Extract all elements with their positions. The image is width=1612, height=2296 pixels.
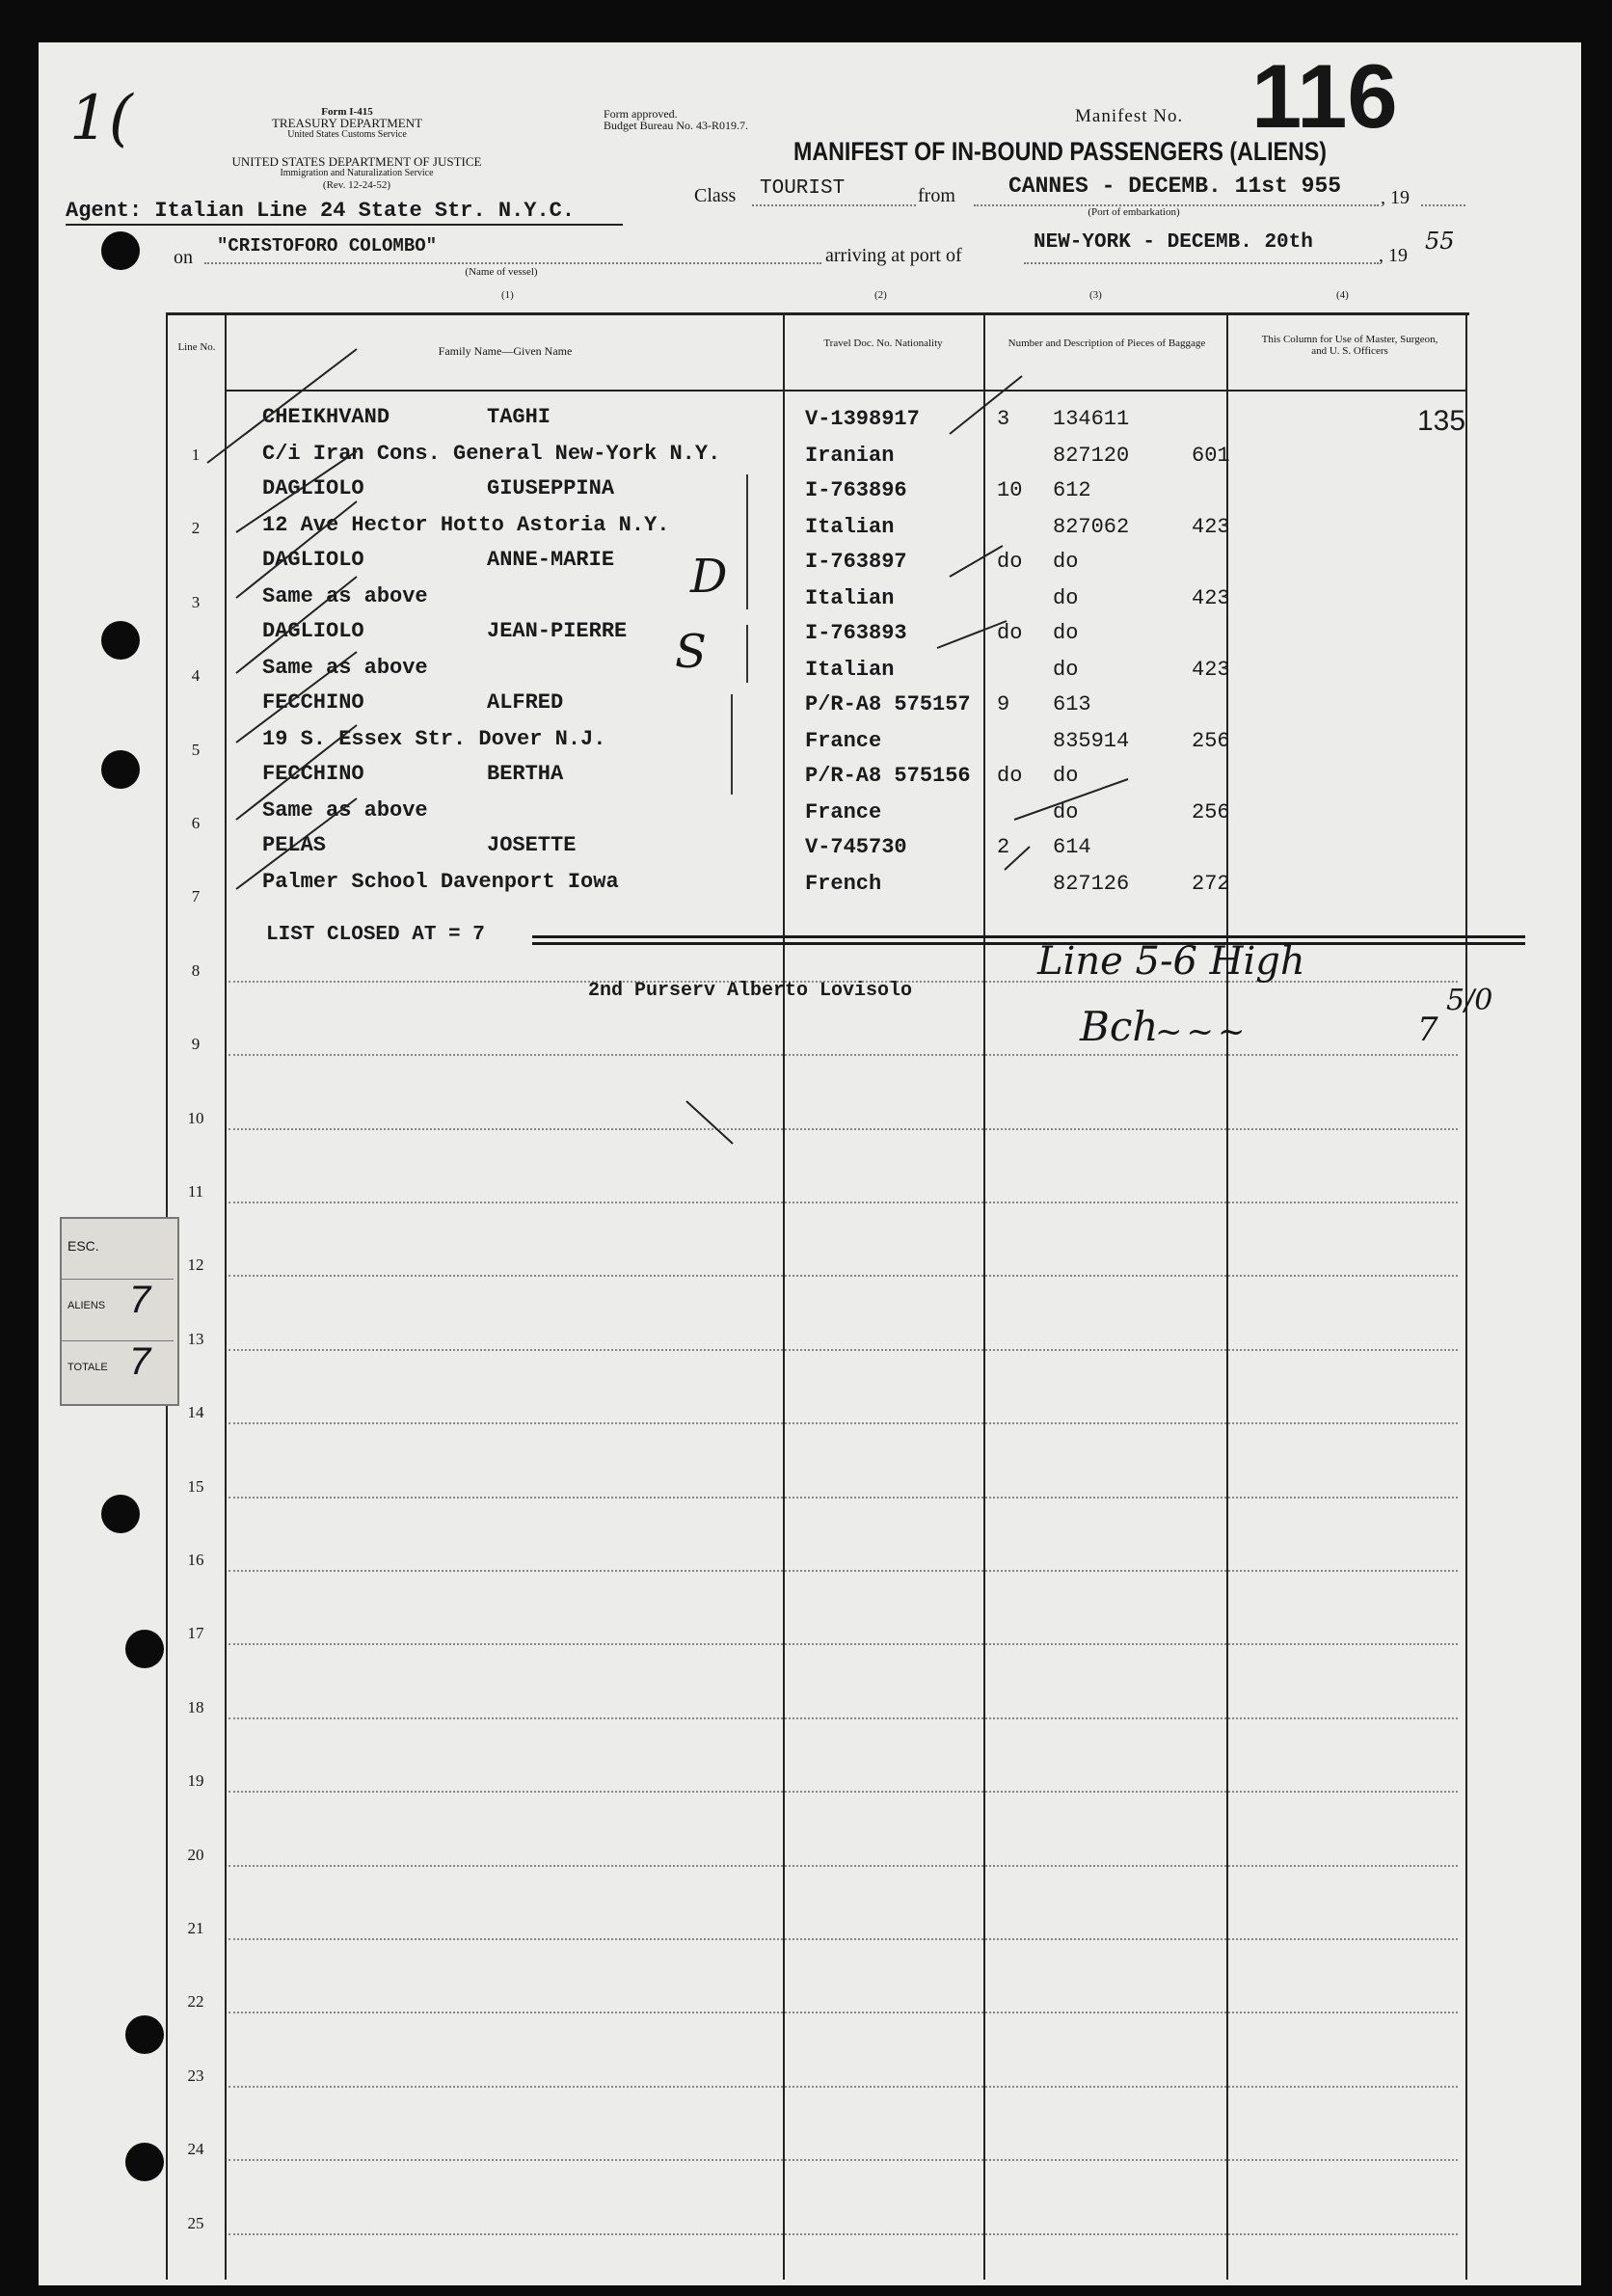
line-number: 5 <box>191 740 201 759</box>
baggage-number: 134611 <box>1053 407 1130 431</box>
baggage-header: Number and Description of Pieces of Baggage <box>1008 338 1206 349</box>
line-number: 19 <box>187 1771 204 1791</box>
line-number: 25 <box>187 2213 204 2232</box>
baggage-number: do <box>1053 586 1079 610</box>
baggage-number: 835914 <box>1053 729 1130 753</box>
line-number: 7 <box>191 887 201 906</box>
travel-doc-number: I-763896 <box>805 478 907 502</box>
line-number: 12 <box>187 1256 204 1275</box>
baggage-code: 423 <box>1192 658 1230 682</box>
stamp-value: 7 <box>129 1340 151 1383</box>
baggage-pieces: 2 <box>997 835 1010 859</box>
handwritten-initial: S <box>675 625 707 679</box>
baggage-pieces: do <box>997 550 1023 574</box>
nationality: Italian <box>805 658 895 682</box>
given-name: GIUSEPPINA <box>487 476 615 500</box>
officers-header: This Column for Use of Master, Surgeon, and U. S. Officers <box>1261 334 1438 357</box>
baggage-number: 827126 <box>1053 872 1130 896</box>
column-number: (1) <box>501 289 514 301</box>
tick-stroke <box>950 376 1022 434</box>
baggage-code: 256 <box>1192 729 1230 753</box>
line-number: 8 <box>191 960 201 980</box>
tick-stroke <box>950 546 1003 577</box>
baggage-pieces: 10 <box>997 478 1023 502</box>
manifest-label: Manifest No. <box>1075 106 1184 126</box>
line-number: 22 <box>187 1992 204 2012</box>
class-label: Class <box>694 185 737 206</box>
line-number: 10 <box>187 1108 204 1127</box>
address: 12 Ave Hector Hotto Astoria N.Y. <box>262 513 670 537</box>
family-name: CHEIKHVAND <box>262 405 390 429</box>
tick-stroke <box>937 621 1007 648</box>
stamp-label: TOTALE <box>67 1362 108 1373</box>
travel-doc-number: I-763893 <box>805 621 907 645</box>
line-number: 2 <box>191 519 201 538</box>
line-number: 6 <box>191 814 201 832</box>
tally-stamp <box>60 1217 179 1406</box>
given-name: JEAN-PIERRE <box>487 619 628 643</box>
travel-doc-number: P/R-A8 575156 <box>805 764 971 788</box>
list-closed: LIST CLOSED AT = 7 <box>266 924 485 946</box>
tick-stroke <box>236 577 357 673</box>
arrival-port: NEW-YORK - DECEMB. 20th <box>1034 231 1313 254</box>
baggage-code: 601 <box>1192 444 1230 468</box>
tick-stroke <box>236 451 357 532</box>
arrival-year: 55 <box>1425 228 1455 255</box>
form-approved: Form approved. Budget Bureau No. 43-R019.7. <box>604 107 748 132</box>
given-name: ALFRED <box>487 690 564 715</box>
manifest-number: 116 <box>1251 45 1398 147</box>
officer-note: 135 <box>1417 405 1466 437</box>
port-embark-caption: (Port of embarkation) <box>1088 206 1180 218</box>
page-title: MANIFEST OF IN-BOUND PASSENGERS (ALIENS) <box>793 137 1328 166</box>
tick-stroke <box>236 501 357 598</box>
family-name: DAGLIOLO <box>262 476 364 500</box>
justice-block: UNITED STATES DEPARTMENT OF JUSTICE Immigration and Naturalization Service (Rev. 12-24-52) <box>231 154 482 191</box>
baggage-number: do <box>1053 658 1079 682</box>
line-number: 15 <box>187 1476 204 1496</box>
closing-double-rule <box>532 942 1525 945</box>
handwritten-signature: Bch <box>1080 1003 1159 1050</box>
stamp-divider <box>62 1340 174 1341</box>
vessel-caption: (Name of vessel) <box>465 266 538 278</box>
name-header: Family Name—Given Name <box>438 344 573 358</box>
line-number: 9 <box>191 1035 201 1054</box>
nationality: Italian <box>805 586 895 610</box>
line-number: 24 <box>187 2140 204 2159</box>
travel-doc-number: P/R-A8 575157 <box>805 692 971 716</box>
tick-stroke <box>236 798 357 889</box>
baggage-code: 423 <box>1192 515 1230 539</box>
address: C/i Iran Cons. General New-York N.Y. <box>262 442 721 466</box>
baggage-number: do <box>1053 800 1079 824</box>
handwritten-number: 5/0 <box>1446 984 1493 1017</box>
baggage-pieces: do <box>997 764 1023 788</box>
nationality: France <box>805 729 882 753</box>
stamp-divider <box>62 1279 174 1280</box>
line-number: 20 <box>187 1845 204 1864</box>
baggage-pieces: 9 <box>997 692 1010 716</box>
stamp-value: 7 <box>129 1279 151 1321</box>
handwritten-initial: D <box>690 550 728 604</box>
baggage-number: do <box>1053 764 1079 788</box>
travel-doc-number: V-1398917 <box>805 407 920 431</box>
baggage-code: 423 <box>1192 586 1230 610</box>
line-number: 4 <box>191 666 201 686</box>
baggage-pieces: do <box>997 621 1023 645</box>
line-number: 11 <box>187 1182 204 1201</box>
travel-doc-number: I-763897 <box>805 550 907 574</box>
line-no-header: Line No. <box>177 341 216 353</box>
column-number: (4) <box>1336 289 1349 301</box>
baggage-number: do <box>1053 550 1079 574</box>
line-number: 14 <box>187 1403 204 1422</box>
baggage-number: 612 <box>1053 478 1091 502</box>
address: Same as above <box>262 584 428 608</box>
from-value: CANNES - DECEMB. 11st 955 <box>1008 174 1342 199</box>
given-name: JOSETTE <box>487 833 577 857</box>
family-name: PELAS <box>262 833 327 857</box>
on-label: on <box>174 247 193 268</box>
family-name: DAGLIOLO <box>262 619 364 643</box>
line-number: 16 <box>187 1551 204 1569</box>
agent-line: Agent: Italian Line 24 State Str. N.Y.C. <box>66 199 576 223</box>
tick-stroke <box>236 725 357 820</box>
stamp-label: ALIENS <box>67 1300 106 1311</box>
tick-stroke <box>236 652 357 743</box>
handwritten-note: Line 5-6 High <box>1037 939 1305 984</box>
stamp-label: ESC. <box>67 1238 99 1254</box>
tick-stroke <box>1014 779 1128 820</box>
given-name: ANNE-MARIE <box>487 548 615 572</box>
line-number: 17 <box>187 1624 204 1643</box>
handwritten-signature-tail: ~~~ <box>1155 1013 1249 1051</box>
purser-signature: 2nd Purserv Alberto Lovisolo <box>588 980 913 1002</box>
arrival-year-prefix: , 19 <box>1379 245 1408 266</box>
baggage-pieces: 3 <box>997 407 1010 431</box>
corner-handwritten-mark: 1( <box>69 83 133 154</box>
baggage-number: 827062 <box>1053 515 1130 539</box>
nationality: France <box>805 800 882 824</box>
family-name: DAGLIOLO <box>262 548 364 572</box>
tick-stroke <box>686 1101 733 1144</box>
travel-doc-number: V-745730 <box>805 835 907 859</box>
tick-stroke <box>1005 847 1030 870</box>
travel-doc-header: Travel Doc. No. Nationality <box>823 338 943 349</box>
family-name: FECCHINO <box>262 762 364 786</box>
baggage-number: do <box>1053 621 1079 645</box>
nationality: Iranian <box>805 444 895 468</box>
baggage-code: 256 <box>1192 800 1230 824</box>
class-value: TOURIST <box>760 177 846 200</box>
column-number: (3) <box>1089 289 1102 301</box>
form-number: Form I-415 TREASURY DEPARTMENT United States Customs Service <box>271 106 423 140</box>
address: Palmer School Davenport Iowa <box>262 870 619 894</box>
line-number: 23 <box>187 2066 204 2085</box>
address: Same as above <box>262 798 428 823</box>
closing-double-rule <box>532 935 1525 938</box>
baggage-number: 827120 <box>1053 444 1130 468</box>
column-number: (2) <box>874 289 887 301</box>
nationality: French <box>805 872 882 896</box>
baggage-code: 272 <box>1192 872 1230 896</box>
address: 19 S. Essex Str. Dover N.J. <box>262 727 606 751</box>
given-name: TAGHI <box>487 405 551 429</box>
year-prefix: , 19 <box>1381 187 1410 208</box>
given-name: BERTHA <box>487 762 564 786</box>
arriving-label: arriving at port of <box>825 245 962 266</box>
baggage-number: 613 <box>1053 692 1091 716</box>
line-number: 1 <box>191 446 201 464</box>
tick-stroke <box>207 349 357 463</box>
address: Same as above <box>262 656 428 680</box>
baggage-number: 614 <box>1053 835 1091 859</box>
vessel-name: "CRISTOFORO COLOMBO" <box>217 235 438 257</box>
from-label: from <box>918 185 955 206</box>
handwritten-number: 7 <box>1417 1011 1438 1049</box>
nationality: Italian <box>805 515 895 539</box>
line-number: 3 <box>191 592 201 611</box>
line-number: 13 <box>187 1329 204 1348</box>
line-number: 18 <box>187 1697 204 1716</box>
line-number: 21 <box>187 1919 204 1937</box>
family-name: FECCHINO <box>262 690 364 715</box>
